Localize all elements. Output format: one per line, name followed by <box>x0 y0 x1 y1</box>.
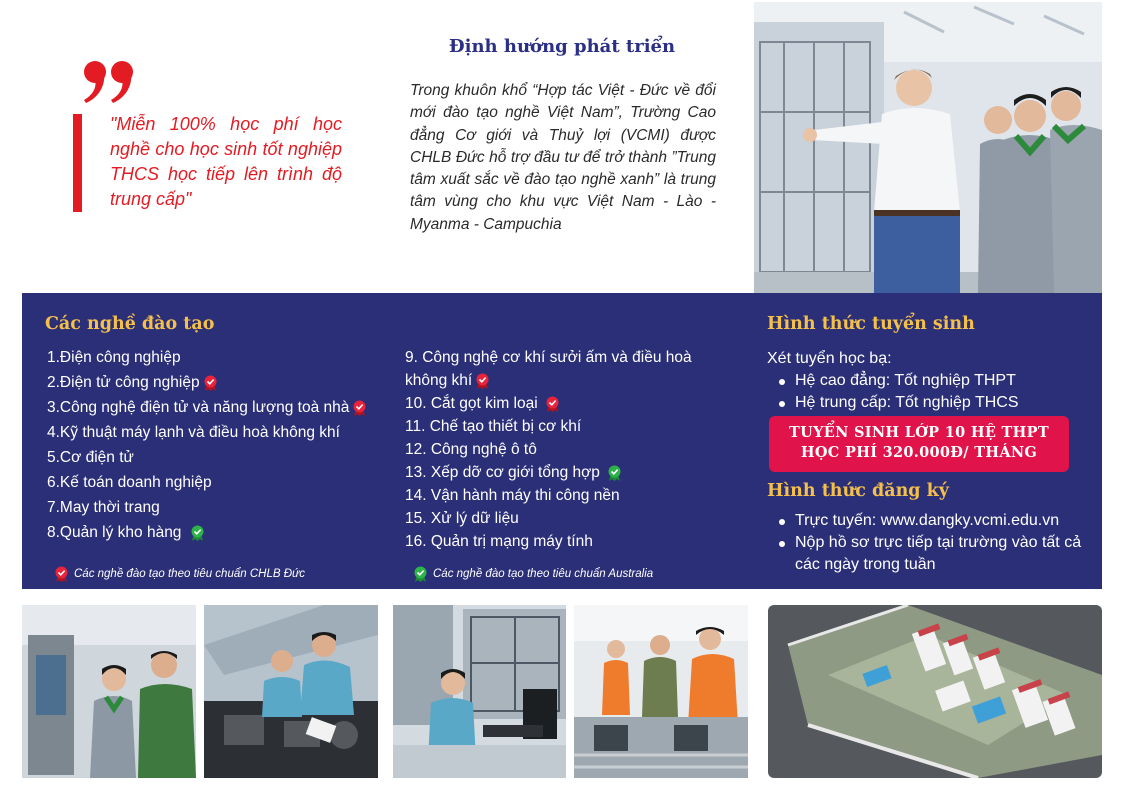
programs-title: Các nghề đào tạo <box>45 314 215 334</box>
admission-intro: Xét tuyển học bạ: <box>767 350 892 367</box>
admission-details <box>767 348 1019 414</box>
program-item: 9. Công nghệ cơ khí sưởi ấm và điều hoà không khí <box>405 349 692 389</box>
program-item: 13. Xếp dỡ cơ giới tổng hợp <box>405 461 705 484</box>
registration-details <box>767 510 1087 576</box>
program-item: 7.May thời trang <box>47 499 160 516</box>
registration-title: Hình thức đăng ký <box>767 481 949 501</box>
quote-accent-bar <box>73 114 82 212</box>
legend-australia-label: Các nghề đào tạo theo tiêu chuẩn Australia <box>433 568 654 580</box>
program-item: 2.Điện tử công nghiệp <box>47 370 366 395</box>
legend-germany-label: Các nghề đào tạo theo tiêu chuẩn CHLB Đức <box>74 568 306 580</box>
program-item: 8.Quản lý kho hàng <box>47 520 366 545</box>
red-award-badge-icon <box>353 400 366 416</box>
quote-mark-icon <box>82 60 138 104</box>
hero-photo-lab-instructor <box>754 2 1102 293</box>
admission-item: Hệ trung cấp: Tốt nghiệp THCS <box>767 392 1019 414</box>
admission-title: Hình thức tuyển sinh <box>767 314 975 334</box>
program-item: 14. Vận hành máy thi công nền <box>405 487 620 504</box>
program-item: 16. Quản trị mạng máy tính <box>405 533 593 550</box>
red-award-badge-icon <box>476 373 489 389</box>
program-item: 4.Kỹ thuật máy lạnh và điều hoà không khí <box>47 424 340 441</box>
green-award-badge-icon <box>608 465 621 481</box>
photo-mechatronics-lab <box>574 605 748 778</box>
green-award-badge-icon <box>191 525 204 541</box>
registration-item-in-person: Nộp hồ sơ trực tiếp tại trường vào tất cả các ngày trong tuần <box>767 532 1087 576</box>
photo-electronics-lab <box>393 605 566 778</box>
development-text: Trong khuôn khổ “Hợp tác Việt - Đức về đổi mới đào tạo nghề Việt Nam”, Trường Cao đẳng Cơ giới và Thuỷ lợi (VCMI) được CHLB Đức hỗ trợ đầu tư để trở thành ”Trung tâm xuất sắc về đào tạo nghề xanh” là trung tâm vùng cho khu vực Việt Nam - Lào - Myanma - Campuchia <box>410 82 716 233</box>
program-item: 15. Xử lý dữ liệu <box>405 510 519 527</box>
legend-australia <box>414 566 653 582</box>
program-item: 1.Điện công nghiệp <box>47 349 181 366</box>
green-award-badge-icon <box>414 566 427 582</box>
programs-list-right <box>405 346 705 553</box>
legend-germany <box>55 566 305 582</box>
development-title: Định hướng phát triển <box>448 36 676 57</box>
programs-list-left <box>47 345 366 545</box>
photo-automotive-students <box>204 605 378 778</box>
red-award-badge-icon <box>55 566 68 582</box>
program-item: 11. Chế tạo thiết bị cơ khí <box>405 418 582 435</box>
red-award-badge-icon <box>204 375 217 391</box>
admission-item: Hệ cao đẳng: Tốt nghiệp THPT <box>767 370 1019 392</box>
promo-line-1: TUYỂN SINH LỚP 10 HỆ THPT <box>789 424 1049 441</box>
program-item: 6.Kế toán doanh nghiệp <box>47 474 212 491</box>
program-item: 3.Công nghệ điện tử và năng lượng toà nhà <box>47 395 366 420</box>
scholarship-quote: "Miễn 100% học phí học nghề cho học sinh tốt nghiệp THCS học tiếp lên trình độ trung cấp" <box>110 114 342 209</box>
program-item: 5.Cơ điện tử <box>47 449 134 466</box>
campus-aerial-map <box>768 605 1102 778</box>
promo-line-2: HỌC PHÍ 320.000Đ/ THÁNG <box>800 444 1038 461</box>
photo-workshop-students <box>22 605 196 778</box>
red-award-badge-icon <box>546 396 559 412</box>
program-item: 10. Cắt gọt kim loại <box>405 392 705 415</box>
promo-banner <box>769 416 1069 472</box>
registration-item-online: Trực tuyến: www.dangky.vcmi.edu.vn <box>767 510 1087 532</box>
program-item: 12. Công nghệ ô tô <box>405 441 537 458</box>
